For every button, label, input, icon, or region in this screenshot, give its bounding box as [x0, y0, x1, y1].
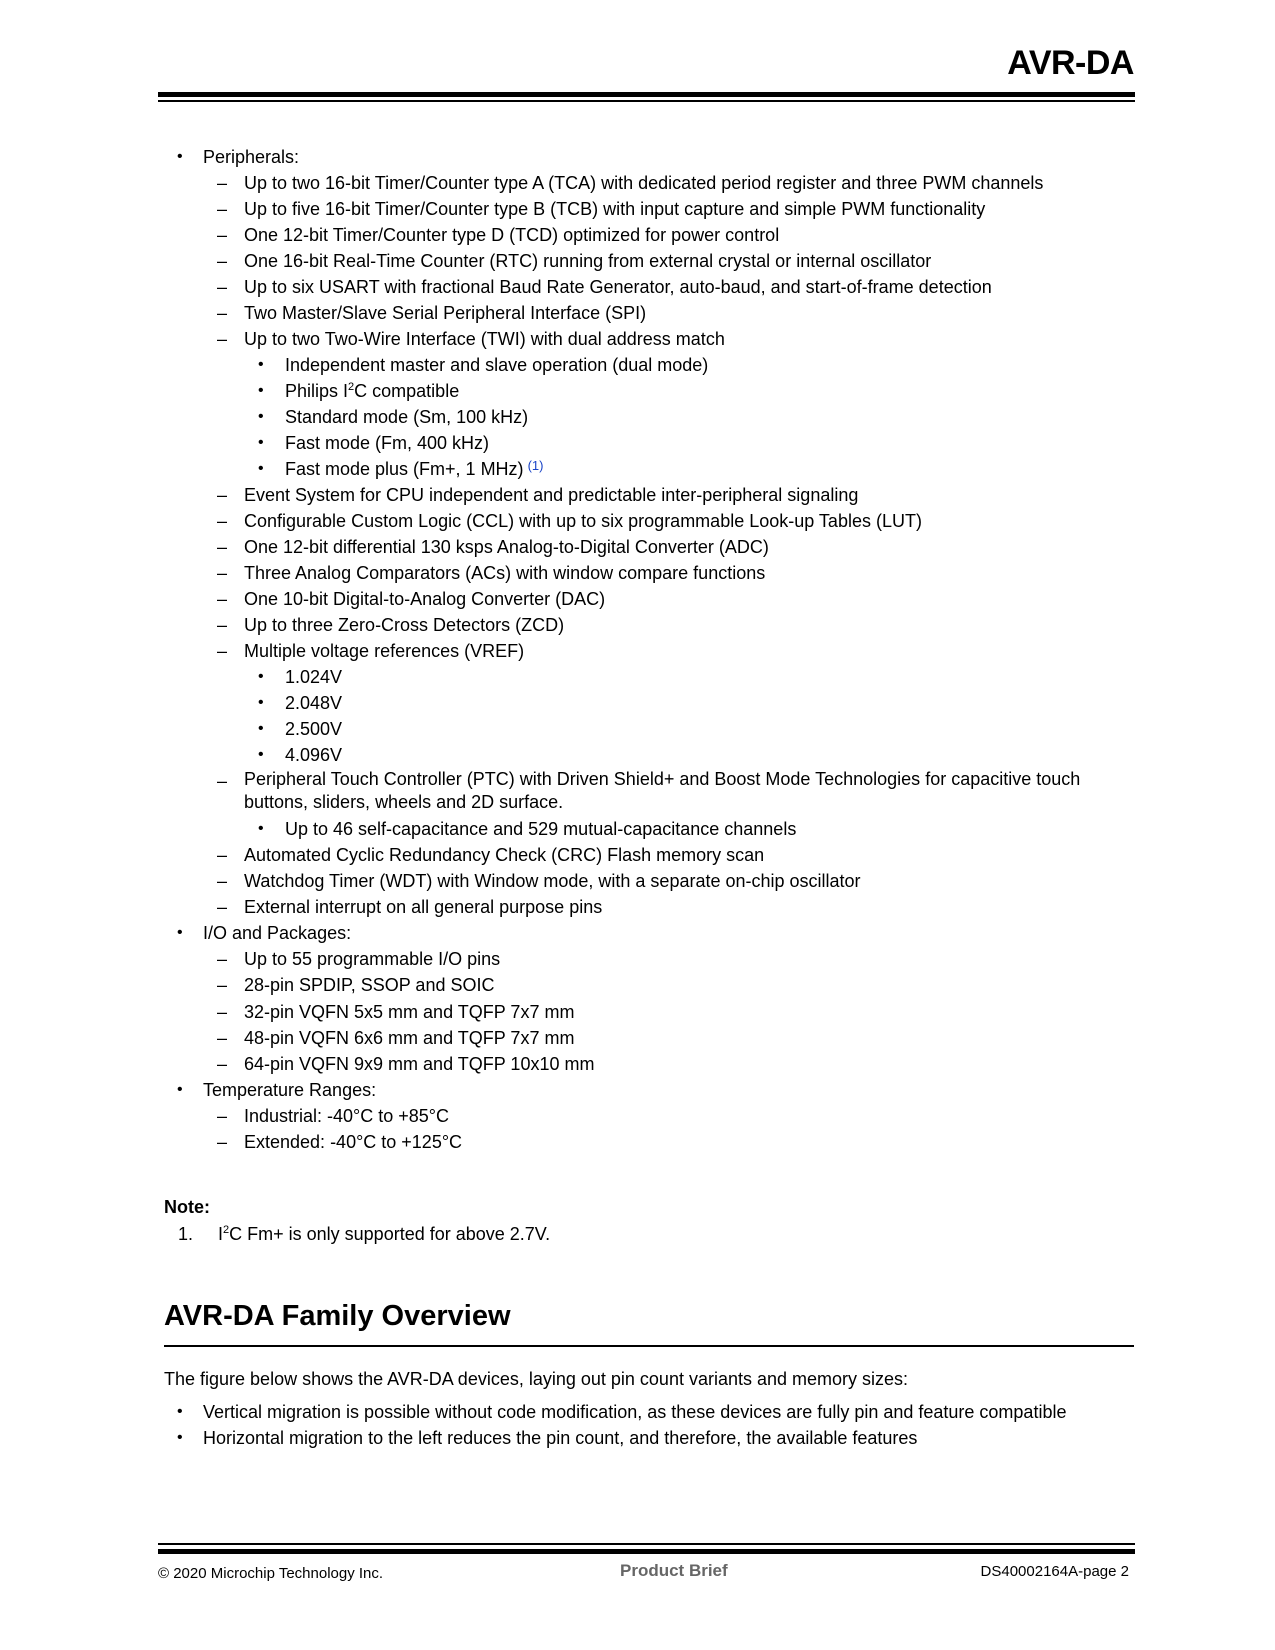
header-rule-thin	[158, 100, 1135, 102]
dash-icon: –	[217, 845, 228, 865]
list-item: Industrial: -40°C to +85°C	[244, 1106, 449, 1126]
bullet-icon: •	[258, 720, 264, 737]
dash-icon: –	[217, 641, 228, 661]
list-item: Multiple voltage references (VREF)	[244, 641, 525, 661]
footer-rule-thick	[158, 1549, 1135, 1554]
list-item: Configurable Custom Logic (CCL) with up to six programmable Look-up Tables (LUT)	[244, 511, 922, 531]
bullet-icon: •	[177, 924, 183, 941]
list-item: Vertical migration is possible without code modification, as these devices are fully pin and feature compatible	[203, 1402, 1067, 1422]
list-item: One 12-bit differential 130 ksps Analog-to-Digital Converter (ADC)	[244, 537, 769, 557]
list-subitem: Fast mode (Fm, 400 kHz)	[285, 433, 490, 453]
list-item: Extended: -40°C to +125°C	[244, 1132, 463, 1152]
dash-icon: –	[217, 485, 228, 505]
list-item: One 10-bit Digital-to-Analog Converter (DAC)	[244, 589, 606, 609]
list-item: Three Analog Comparators (ACs) with window compare functions	[244, 563, 766, 583]
list-item: 32-pin VQFN 5x5 mm and TQFP 7x7 mm	[244, 1002, 575, 1022]
dash-icon: –	[217, 1106, 228, 1126]
dash-icon: –	[217, 511, 228, 531]
dash-icon: –	[217, 1002, 228, 1022]
bullet-icon: •	[177, 1081, 183, 1098]
footer-doc-type: Product Brief	[620, 1561, 728, 1580]
list-subitem: Standard mode (Sm, 100 kHz)	[285, 407, 529, 427]
note-text: $I^2C$ Fm+ is only supported for above 2.7V.	[218, 1224, 551, 1244]
header-rule-thick	[158, 92, 1135, 97]
list-subitem: 2.500V	[285, 719, 343, 739]
page-header-title: AVR-DA	[1007, 44, 1134, 82]
dash-icon: –	[217, 615, 228, 635]
dash-icon: –	[217, 563, 228, 583]
dash-icon: –	[217, 537, 228, 557]
bullet-icon: •	[258, 434, 264, 451]
list-item: Peripheral Touch Controller (PTC) with Driven Shield+ and Boost Mode Technologies for capacitive touch buttons, sliders, wheels and 2D surface.	[244, 769, 1081, 812]
bullet-icon: •	[258, 408, 264, 425]
note-number: 1.	[178, 1224, 194, 1244]
dash-icon: –	[217, 277, 228, 297]
footnote-link[interactable]: (1)	[527, 458, 544, 473]
dash-icon: –	[217, 871, 228, 891]
list-heading-peripherals: Peripherals:	[203, 147, 300, 167]
bullet-icon: •	[177, 148, 183, 165]
dash-icon: –	[217, 173, 228, 193]
dash-icon: –	[217, 1054, 228, 1074]
footer-rule-thin	[158, 1543, 1135, 1545]
list-item: Up to six USART with fractional Baud Rate Generator, auto-baud, and start-of-frame detection	[244, 277, 992, 297]
list-subitem: Up to 46 self-capacitance and 529 mutual-capacitance channels	[285, 819, 797, 839]
dash-icon: –	[217, 329, 228, 349]
dash-icon: –	[217, 949, 228, 969]
list-item: Event System for CPU independent and predictable inter-peripheral signaling	[244, 485, 859, 505]
list-item: One 16-bit Real-Time Counter (RTC) running from external crystal or internal oscillator	[244, 251, 932, 271]
list-item: Watchdog Timer (WDT) with Window mode, with a separate on-chip oscillator	[244, 871, 861, 891]
dash-icon: –	[217, 251, 228, 271]
section-title: AVR-DA Family Overview	[164, 1300, 511, 1332]
dash-icon: –	[217, 199, 228, 219]
list-item: Up to two 16-bit Timer/Counter type A (TCA) with dedicated period register and three PWM channels	[244, 173, 1044, 193]
bullet-icon: •	[177, 1429, 183, 1446]
bullet-icon: •	[258, 746, 264, 763]
list-subitem: 4.096V	[285, 745, 343, 765]
list-item: Two Master/Slave Serial Peripheral Interface (SPI)	[244, 303, 647, 323]
list-item: 64-pin VQFN 9x9 mm and TQFP 10x10 mm	[244, 1054, 595, 1074]
section-rule	[164, 1345, 1134, 1347]
list-item: Horizontal migration to the left reduces the pin count, and therefore, the available features	[203, 1428, 918, 1448]
dash-icon: –	[217, 589, 228, 609]
list-item: 28-pin SPDIP, SSOP and SOIC	[244, 975, 495, 995]
list-item: Automated Cyclic Redundancy Check (CRC) Flash memory scan	[244, 845, 765, 865]
bullet-icon: •	[258, 356, 264, 373]
dash-icon: –	[217, 771, 228, 791]
bullet-icon: •	[258, 668, 264, 685]
note-label: Note:	[164, 1197, 210, 1217]
footer-page-number: DS40002164A-page 2	[980, 1563, 1129, 1580]
dash-icon: –	[217, 225, 228, 245]
bullet-icon: •	[258, 460, 264, 477]
list-subitem: Fast mode plus (Fm+, 1 MHz) $^{(1)}$	[285, 458, 544, 479]
list-item: External interrupt on all general purpose pins	[244, 897, 603, 917]
bullet-icon: •	[258, 694, 264, 711]
dash-icon: –	[217, 1132, 228, 1152]
list-item: Up to two Two-Wire Interface (TWI) with dual address match	[244, 329, 725, 349]
section-intro: The figure below shows the AVR-DA devices, laying out pin count variants and memory sizes:	[164, 1369, 909, 1389]
bullet-icon: •	[258, 820, 264, 837]
list-item: Up to three Zero-Cross Detectors (ZCD)	[244, 615, 565, 635]
dash-icon: –	[217, 897, 228, 917]
bullet-icon: •	[258, 382, 264, 399]
list-subitem: 2.048V	[285, 693, 343, 713]
dash-icon: –	[217, 975, 228, 995]
bullet-icon: •	[177, 1403, 183, 1420]
list-subitem: Philips $I^2C$ compatible	[285, 381, 460, 401]
footer-copyright: © 2020 Microchip Technology Inc.	[158, 1565, 384, 1582]
list-heading-io: I/O and Packages:	[203, 923, 352, 943]
list-item: Up to five 16-bit Timer/Counter type B (TCB) with input capture and simple PWM functionality	[244, 199, 986, 219]
list-item: Up to 55 programmable I/O pins	[244, 949, 501, 969]
dash-icon: –	[217, 303, 228, 323]
list-item: 48-pin VQFN 6x6 mm and TQFP 7x7 mm	[244, 1028, 575, 1048]
list-item: One 12-bit Timer/Counter type D (TCD) optimized for power control	[244, 225, 780, 245]
list-subitem: Independent master and slave operation (dual mode)	[285, 355, 709, 375]
list-heading-temperature: Temperature Ranges:	[203, 1080, 377, 1100]
list-subitem: 1.024V	[285, 667, 343, 687]
dash-icon: –	[217, 1028, 228, 1048]
